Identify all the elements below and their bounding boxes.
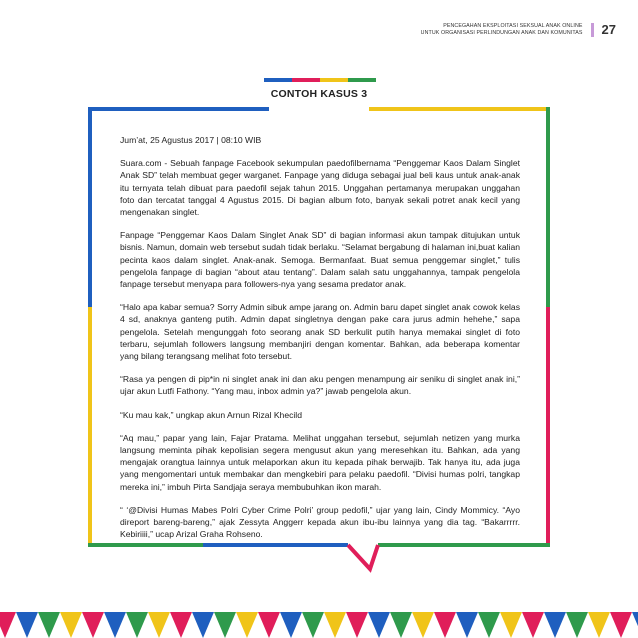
border-triangle [302,612,324,638]
border-triangle [588,612,610,638]
border-triangle [324,612,346,638]
border-triangle [522,612,544,638]
frame-right-lower [546,307,550,547]
border-triangle [236,612,258,638]
border-triangle [104,612,126,638]
border-triangle [456,612,478,638]
color-bar [264,78,376,82]
color-bar-green [348,78,376,82]
border-triangle [368,612,390,638]
page-header [421,22,616,37]
story-paragraph: Suara.com - Sebuah fanpage Facebook sekumpulan paedofilbernama “Penggemar Kaos Dalam Singlet Anak SD” telah membuat geger warganet. Fanpage yang diduga sebagai jual beli kaus untuk anak-anak itu ternyata telah dibuat para paedofil sejak tahun 2015. Unggahan pertamanya merupakan unggahan foto dan tercatat tanggal 4 Agustus 2015. Di bagian album foto, banyak sekali potret anak kecil yang mengenakan singlet. [120,158,520,218]
border-triangle [478,612,500,638]
story-paragraph: “Aq mau,” papar yang lain, Fajar Pratama. Melihat unggahan tersebut, sejumlah netizen yang murka langsung meminta pihak kepolisian segera mengusut akun yang meresehkan itu. Bahkan, ada yang mengajak orangtua lainnya untuk melaporkan akun itu kepada pihak berwajib. Tak hanya itu, ada juga yang mengomentari untuk membakar dan mengkebiri para pelaku paedofil. “Divisi humas polri, tangkap mereka ini,” imbuh Pirta Sandjaja seraya membubuhkan ikon marah. [120,432,520,492]
border-triangle [632,612,638,638]
story-paragraph: “Ku mau kak,” ungkap akun Arnun Rizal Khecild [120,409,302,420]
frame-top-right [369,107,550,111]
color-bar-red [292,78,320,82]
story-dateline: Jum’at, 25 Agustus 2017 | 08:10 WIB [120,135,262,145]
running-title-line-1: PENCEGAHAN EKSPLOITASI SEKSUAL ANAK ONLINE [443,22,583,29]
story-paragraph: “Rasa ya pengen di pip*in ni singlet anak ini dan aku pengen menampung air seniku di singlet anak ini,” ujar akun Lutfi Fathony. “Yang mau, inbox admin ya?” jawab pengelola akun. [120,374,520,397]
border-triangle [16,612,38,638]
story-paragraph: “ ‘@Divisi Humas Mabes Polri Cyber Crime Polri’ group pedofil,” ujar yang lain, Cindy Mommicy. “Ayo direport bareng-bareng,” ajak Zessyta Anggerr kepada akun ibu-ibu lainnya yang dia tag. “Bakarrrrr. Kebiriiii,” ucap Arizal Graha Rohseno. [120,504,520,540]
triangle-border [0,612,638,638]
frame-right-upper [546,107,550,307]
border-triangle [280,612,302,638]
case-title: CONTOH KASUS 3 [270,88,368,100]
border-triangle [566,612,588,638]
page-number: 27 [601,22,616,37]
frame-left-upper [88,107,92,307]
header-divider [591,23,594,37]
border-triangle [434,612,456,638]
border-triangle [544,612,566,638]
story-paragraph: “Halo apa kabar semua? Sorry Admin sibuk ampe jarang on. Admin baru dapet singlet anak cowok kelas 4 sd, anaknya ganteng putih. Admin dapat singletnya dengan pake cara jurus admin hehehe,” sapa pengelola. Setelah mengunggah foto seorang anak SD berkulit putih hanya memakai singlet di foto terbaru, sejumlah followers langsung membanjiri dengan komentar. Bahkan, ada beberapa komentar yang bilang terangsang melihat foto tersebut. [120,302,520,362]
border-triangle [214,612,236,638]
border-triangle [412,612,434,638]
border-triangle [60,612,82,638]
border-triangle [346,612,368,638]
border-triangle [390,612,412,638]
border-triangle [258,612,280,638]
border-triangle [126,612,148,638]
border-triangle [170,612,192,638]
story-paragraph: Fanpage “Penggemar Kaos Dalam Singlet Anak SD” di bagian informasi akun tampak ditujukan untuk bisnis. Namun, domain web tersebut sudah tidak berlaku. “Selamat bergabung di halaman ini,buat kalian pecinta kaos dalam singlet. Anak-anak. Semoga. Bermanfaat. Buat semua penggemar singlet,” tulis pengelola fanpage di bagian “about atau tentang”. Dalam salah satu unggahannya, tampak pengelola fanpage tersebut menyapa para followers-nya yang sesama predator anak. [120,230,520,290]
border-triangle [82,612,104,638]
border-triangle [148,612,170,638]
frame-top-left [88,107,269,111]
color-bar-yellow [320,78,348,82]
border-triangle [0,612,16,638]
color-bar-blue [264,78,292,82]
border-triangle [38,612,60,638]
running-title [421,23,583,37]
border-triangle [192,612,214,638]
frame-left-lower [88,307,92,547]
border-triangle [610,612,632,638]
running-title-line-2: UNTUK ORGANISASI PERLINDUNGAN ANAK DAN KOMUNITAS [420,29,583,36]
border-triangle [500,612,522,638]
case-story [120,134,520,551]
